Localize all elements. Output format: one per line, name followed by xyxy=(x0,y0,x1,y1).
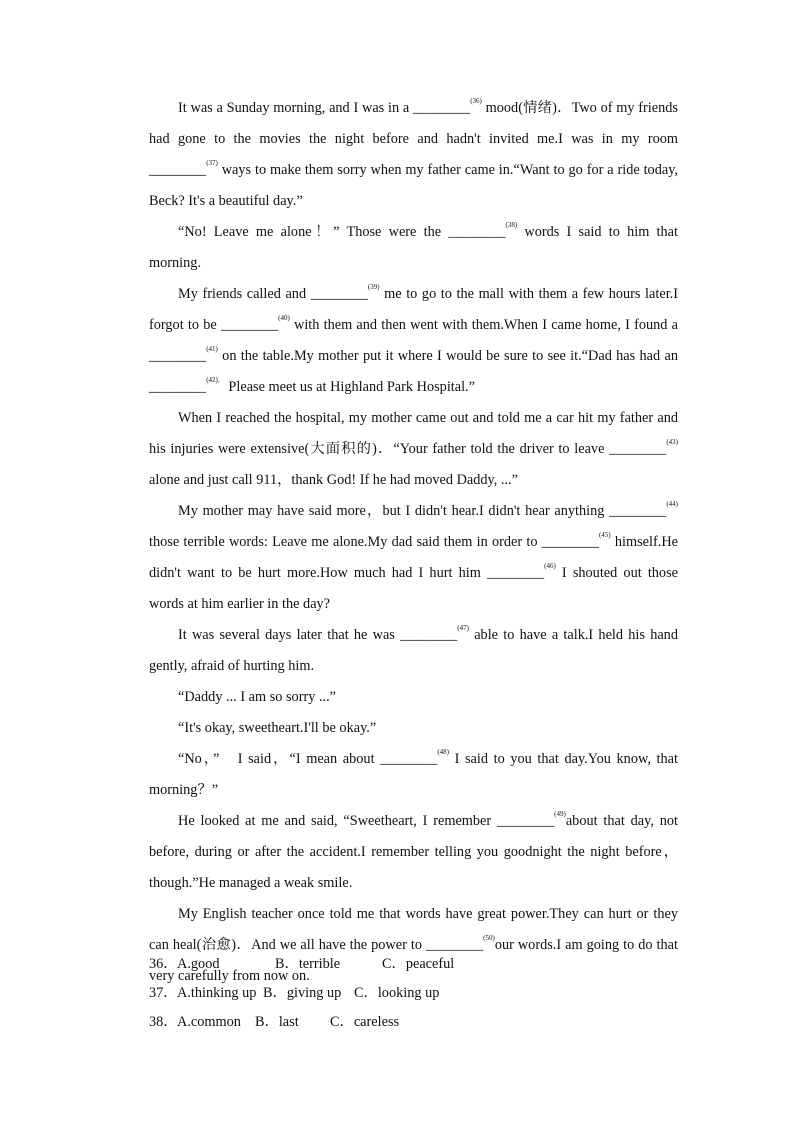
paragraph-4 xyxy=(149,403,678,496)
paragraph-3 xyxy=(149,279,678,403)
passage-text: “No，” I said，“I mean about xyxy=(178,751,381,767)
passage-text: I shouted out those words at him earlier in the day? xyxy=(149,565,678,612)
blank-number-42: (42)． xyxy=(206,376,225,384)
blank-36: ________ xyxy=(413,100,471,116)
option-a: A.common xyxy=(177,1014,241,1030)
question-options-38 xyxy=(149,1008,678,1037)
passage-text: My English teacher once told me that words have great power.They can hurt or they can heal(治愈)．And we all have the power to xyxy=(149,906,678,953)
option-a: A.good xyxy=(177,956,220,972)
blank-number-37: (37) xyxy=(206,159,218,167)
paragraph-1 xyxy=(149,93,678,217)
blank-50: ________ xyxy=(425,937,484,953)
blank-number-46: (46) xyxy=(544,562,556,570)
blank-46: ________ xyxy=(486,565,545,581)
blank-number-49: (49) xyxy=(554,810,566,818)
passage-text: “No! Leave me alone！” Those were the xyxy=(178,224,449,240)
blank-number-36: (36) xyxy=(470,97,482,105)
question-number: 38． xyxy=(149,1014,178,1030)
passage-text: When I reached the hospital, my mother came out and told me a car hit my father and his injuries were extensive(大面积的)．“Your father told the driver to leave xyxy=(149,410,678,457)
paragraph-9 xyxy=(149,744,678,806)
passage-text: I said to you that day.You know, that morning？” xyxy=(149,751,678,798)
option-b: B．last xyxy=(255,1014,299,1030)
option-c: C．looking up xyxy=(354,985,440,1001)
blank-38: ________ xyxy=(448,224,506,240)
blank-number-50: (50) xyxy=(483,934,495,942)
passage-text: He looked at me and said, “Sweetheart, I remember xyxy=(178,813,497,829)
blank-44: ________ xyxy=(609,503,667,519)
passage-text: ways to make them sorry when my father came in.“Want to go for a ride today, Beck? It's a beautiful day.” xyxy=(149,162,678,209)
passage-text: himself.He didn't want to be hurt more.How much had I hurt him xyxy=(149,534,678,581)
blank-40: ________ xyxy=(220,317,279,333)
paragraph-5 xyxy=(149,496,678,620)
blank-37: ________ xyxy=(149,162,207,178)
paragraph-8 xyxy=(149,713,678,744)
blank-number-47: (47) xyxy=(457,624,469,632)
blank-43: ________ xyxy=(609,441,667,457)
passage-text: words I said to him that morning. xyxy=(149,224,678,271)
passage-text: Please meet us at Highland Park Hospital.” xyxy=(224,379,475,395)
option-c: C．careless xyxy=(330,1014,400,1030)
blank-number-48: (48) xyxy=(437,748,450,756)
passage-text: with them and then went with them.When I came home, I found a xyxy=(289,317,678,333)
blank-42: ________ xyxy=(149,379,207,395)
passage-text: me to go to the mall with them a few hours later.I forgot to be xyxy=(149,286,679,333)
passage-text: those terrible words: Leave me alone.My dad said them in order to xyxy=(149,534,542,550)
answer-options xyxy=(149,950,678,1037)
passage-text: mood(情绪)．Two of my friends had gone to the movies the night before and hadn't invited me.I was in my room xyxy=(149,100,678,147)
passage-text: about that day, not before, during or after the accident.I remember telling you goodnight the night before，though.”He managed a weak smile. xyxy=(149,813,678,891)
question-options-36 xyxy=(149,950,678,979)
paragraph-7 xyxy=(149,682,678,713)
blank-48: ________ xyxy=(380,751,438,767)
passage-text: on the table.My mother put it where I would be sure to see it.“Dad has had an xyxy=(217,348,678,364)
option-b: B．terrible xyxy=(275,956,341,972)
blank-number-38: (38) xyxy=(505,221,518,229)
passage-text: alone and just call 911，thank God! If he had moved Daddy, ...” xyxy=(149,472,518,488)
option-a: A.thinking up xyxy=(177,985,257,1001)
question-number: 37． xyxy=(149,985,178,1001)
paragraph-6 xyxy=(149,620,678,682)
blank-49: ________ xyxy=(496,813,555,829)
blank-number-43: (43) xyxy=(666,438,678,446)
blank-45: ________ xyxy=(541,534,599,550)
blank-number-44: (44) xyxy=(666,500,678,508)
passage-text: able to have a talk.I held his hand gently, afraid of hurting him. xyxy=(149,627,678,674)
paragraph-2 xyxy=(149,217,678,279)
question-number: 36． xyxy=(149,956,178,972)
passage-text: My mother may have said more，but I didn't hear.I didn't hear anything xyxy=(178,503,610,519)
blank-41: ________ xyxy=(149,348,207,364)
passage-text: “It's okay, sweetheart.I'll be okay.” xyxy=(178,720,377,736)
blank-number-41: (41) xyxy=(206,345,218,353)
passage-text: It was a Sunday morning, and I was in a xyxy=(178,100,414,116)
passage-text: “Daddy ... I am so sorry ...” xyxy=(178,689,337,705)
cloze-passage xyxy=(149,93,678,992)
option-b: B．giving up xyxy=(263,985,342,1001)
blank-number-45: (45) xyxy=(598,531,611,539)
option-c: C．peaceful xyxy=(382,956,455,972)
question-options-37 xyxy=(149,979,678,1008)
passage-text: our words.I am going to do that very carefully from now on. xyxy=(149,937,678,984)
passage-text: It was several days later that he was xyxy=(178,627,401,643)
blank-47: ________ xyxy=(400,627,458,643)
passage-text: My friends called and xyxy=(178,286,311,302)
blank-number-40: (40) xyxy=(278,314,290,322)
blank-number-39: (39) xyxy=(367,283,380,291)
paragraph-10 xyxy=(149,806,678,899)
blank-39: ________ xyxy=(310,286,368,302)
